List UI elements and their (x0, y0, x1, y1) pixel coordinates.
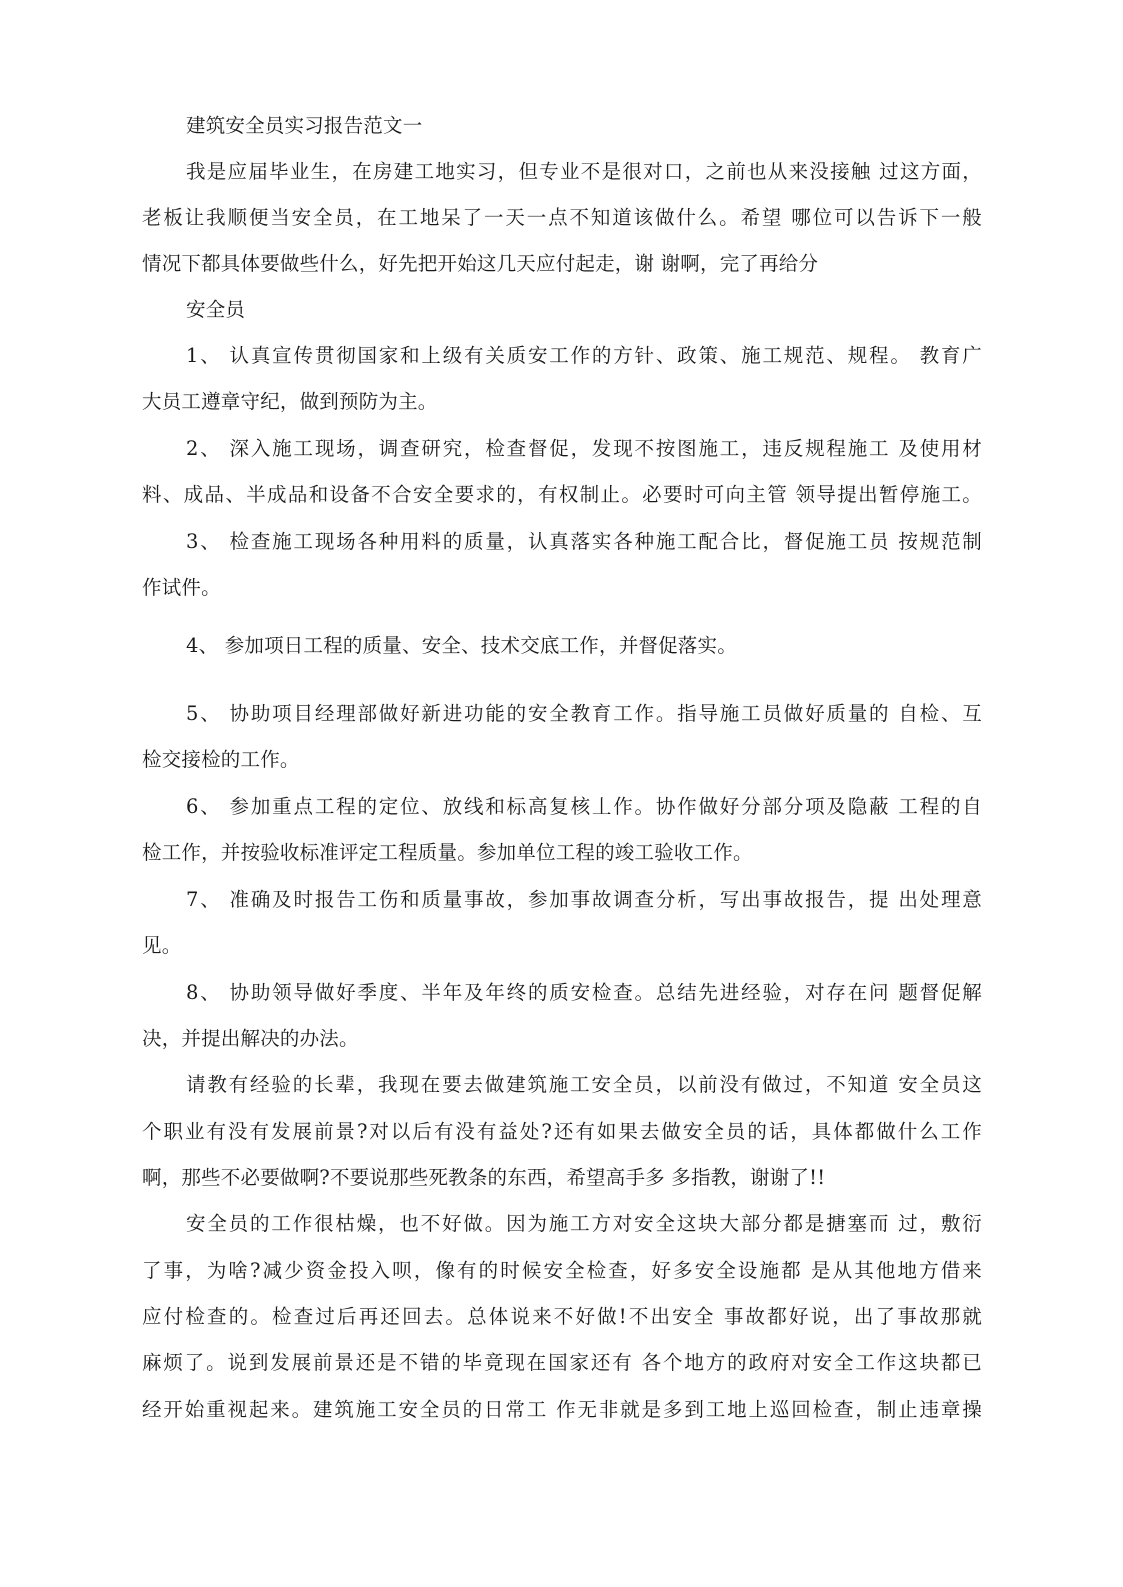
paragraph-question: 请教有经验的长辈，我现在要去做建筑施工安全员，以前没有做过，不知道 安全员这 (186, 1073, 982, 1096)
text-line: 检工作，并按验收标准评定工程质量。参加单位工程的竣工验收工作。 (142, 841, 753, 864)
text-line: 了事，为啥?减少资金投入呗，像有的时候安全检查，好多安全设施都 是从其他地方借来 (142, 1259, 982, 1282)
text-line: 情况下都具体要做些什么，好先把开始这几天应付起走，谢 谢啊，完了再给分 (142, 252, 819, 275)
text-line: 大员工遵章守纪，做到预防为主。 (142, 390, 438, 413)
text-line: 见。 (142, 934, 182, 957)
list-item-2: 2、 深入施工现场，调查研究，检查督促，发现不按图施工，违反规程施工 及使用材 (186, 437, 982, 460)
list-item-1: 1、 认真宣传贯彻国家和上级有关质安工作的方针、政策、施工规范、规程。 教育广 (186, 344, 982, 367)
text-line: 老板让我顺便当安全员，在工地呆了一天一点不知道该做什么。希望 哪位可以告诉下一般 (142, 206, 982, 229)
text-line: 应付检查的。检查过后再还回去。总体说来不好做!不出安全 事故都好说，出了事故那就 (142, 1305, 982, 1328)
text-line: 作试件。 (142, 576, 221, 599)
text-line: 料、成品、半成品和设备不合安全要求的，有权制止。必要时可向主管 领导提出暂停施工。 (142, 483, 982, 506)
list-item-8: 8、 协助领导做好季度、半年及年终的质安检查。总结先进经验，对存在问 题督促解 (186, 981, 982, 1004)
list-item-5: 5、 协助项目经理部做好新进功能的安全教育工作。指导施工员做好质量的 自检、互 (186, 702, 982, 725)
list-item-4: 4、 参加项日工程的质量、安全、技术交底工作，并督促落实。 (186, 634, 737, 657)
list-item-6: 6、 参加重点工程的定位、放线和标高复核丄作。协作做好分部分项及隐蔽 工程的自 (186, 795, 982, 818)
document-title: 建筑安全员实习报告范文一 (186, 114, 423, 137)
text-line: 个职业有没有发展前景?对以后有没有益处?还有如果去做安全员的话，具体都做什么工作 (142, 1120, 982, 1143)
text-line: 我是应届毕业生，在房建工地实习，但专业不是很对口，之前也从来没接触 过这方面， (186, 160, 982, 183)
list-item-7: 7、 准确及时报告工伤和质量事故，参加事故调查分析，写出事故报告，提 出处理意 (186, 888, 982, 911)
section-heading: 安全员 (186, 298, 246, 321)
list-item-3: 3、 检查施工现场各种用料的质量，认真落实各种施工配合比，督促施工员 按规范制 (186, 530, 982, 553)
text-line: 啊，那些不必要做啊?不要说那些死教条的东西，希望高手多 多指教，谢谢了!! (142, 1166, 826, 1189)
text-line: 麻烦了。说到发展前景还是不错的毕竟现在国家还有 各个地方的政府对安全工作这块都已 (142, 1351, 982, 1374)
paragraph-answer: 安全员的工作很枯燥，也不好做。因为施工方对安全这块大部分都是搪塞而 过，敷衍 (186, 1212, 982, 1235)
text-line: 决，并提出解决的办法。 (142, 1027, 359, 1050)
text-line: 经开始重视起来。建筑施工安全员的日常工 作无非就是多到工地上巡回检查，制止违章操 (142, 1398, 982, 1421)
text-line: 检交接检的工作。 (142, 748, 300, 771)
